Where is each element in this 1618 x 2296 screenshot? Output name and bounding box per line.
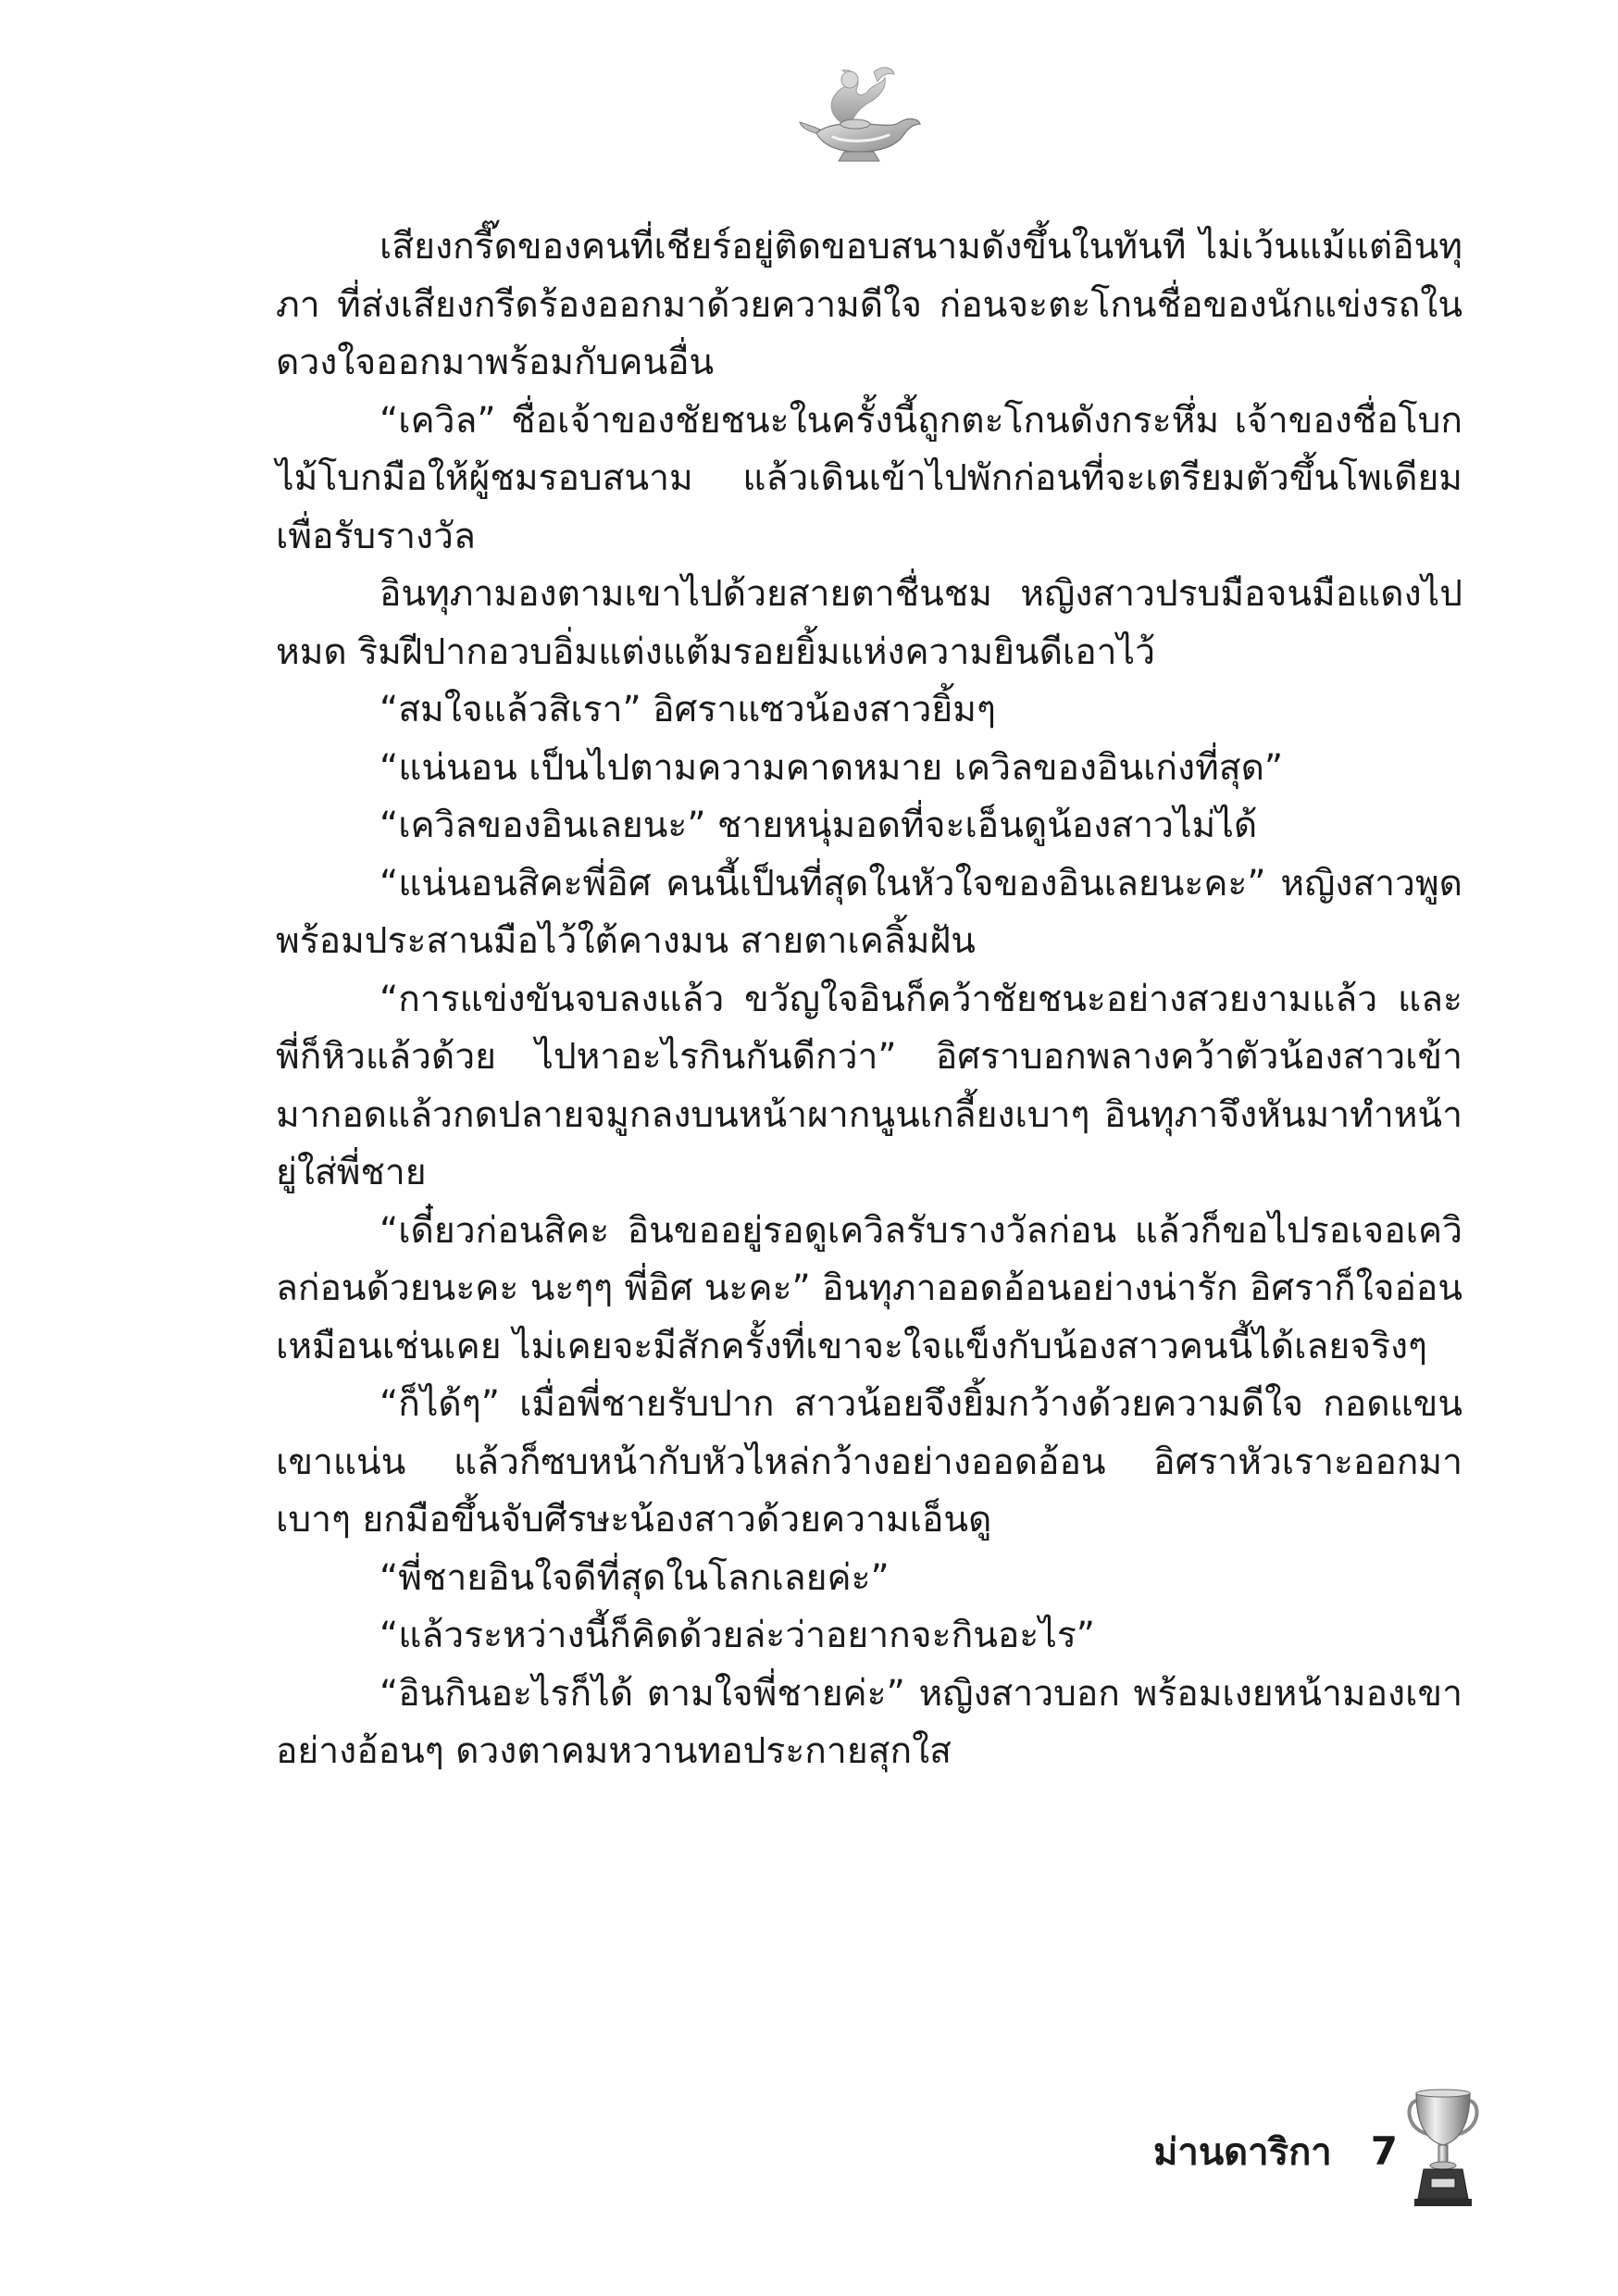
paragraph: “เควิล” ชื่อเจ้าของชัยชนะในครั้งนี้ถูกตะโกนดังกระหึ่ม เจ้าของชื่อโบกไม้โบกมือให้ผู้ชมรอบสนาม แล้วเดินเข้าไปพักก่อนที่จะเตรียมตัวขึ้นโพเดียมเพื่อรับรางวัล [276, 399, 1462, 557]
genie-lamp-icon [796, 57, 926, 168]
paragraph: “เควิลของอินเลยนะ” ชายหนุ่มอดที่จะเอ็นดูน้องสาวไม่ได้ [380, 805, 1258, 846]
paragraph: เสียงกรี๊ดของคนที่เชียร์อยู่ติดขอบสนามดังขึ้นในทันที ไม่เว้นแม้แต่อินทุภา ที่ส่งเสียงกรีดร้องออกมาด้วยความดีใจ ก่อนจะตะโกนชื่อของนักแข่งรถในดวงใจออกมาพร้อมกับคนอื่น [276, 226, 1462, 383]
paragraph: “แน่นอน เป็นไปตามความคาดหมาย เควิลของอินเก่งที่สุด” [380, 746, 1284, 789]
paragraph: “สมใจแล้วสิเรา” อิศราแซวน้องสาวยิ้มๆ [380, 689, 996, 730]
paragraph: “เดี๋ยวก่อนสิคะ อินขออยู่รอดูเควิลรับรางวัลก่อน แล้วก็ขอไปรอเจอเควิลก่อนด้วยนะคะ นะๆๆ พี่อิศ นะคะ” อินทุภาออดอ้อนอย่างน่ารัก อิศราก็ใจอ่อนเหมือนเช่นเคย ไม่เคยจะมีสักครั้งที่เขาจะใจแข็งกับน้องสาวคนนี้ได้เลยจริงๆ [276, 1209, 1462, 1367]
page-number: 7 [1370, 2128, 1398, 2174]
paragraph: อินทุภามองตามเขาไปด้วยสายตาชื่นชม หญิงสาวปรบมือจนมือแดงไปหมด ริมฝีปากอวบอิ่มแต่งแต้มรอยยิ้มแห่งความยินดีเอาไว้ [276, 573, 1462, 673]
paragraph: “พี่ชายอินใจดีที่สุดในโลกเลยค่ะ” [380, 1556, 890, 1599]
paragraph: “แล้วระหว่างนี้ก็คิดด้วยล่ะว่าอยากจะกินอะไร” [380, 1615, 1095, 1656]
story-text [276, 218, 1462, 1781]
book-title: ม่านดาริกา [1152, 2131, 1332, 2174]
paragraph: “แน่นอนสิคะพี่อิศ คนนี้เป็นที่สุดในหัวใจของอินเลยนะคะ” หญิงสาวพูดพร้อมประสานมือไว้ใต้คางมน สายตาเคลิ้มฝัน [276, 862, 1462, 962]
paragraph: “การแข่งขันจบลงแล้ว ขวัญใจอินก็คว้าชัยชนะอย่างสวยงามแล้ว และพี่ก็หิวแล้วด้วย ไปหาอะไรกินกันดีกว่า” อิศราบอกพลางคว้าตัวน้องสาวเข้ามากอดแล้วกดปลายจมูกลงบนหน้าผากนูนเกลี้ยงเบาๆ อินทุภาจึงหันมาทำหน้ายู่ใส่พี่ชาย [276, 978, 1462, 1193]
trophy-icon [1407, 2088, 1479, 2208]
paragraph: “ก็ได้ๆ” เมื่อพี่ชายรับปาก สาวน้อยจึงยิ้มกว้างด้วยความดีใจ กอดแขนเขาแน่น แล้วก็ซบหน้ากับหัวไหล่กว้างอย่างออดอ้อน อิศราหัวเราะออกมาเบาๆ ยกมือขึ้นจับศีรษะน้องสาวด้วยความเอ็นดู [276, 1383, 1462, 1541]
page-footer [1153, 2088, 1479, 2208]
paragraph: “อินกินอะไรก็ได้ ตามใจพี่ชายค่ะ” หญิงสาวบอก พร้อมเงยหน้ามองเขาอย่างอ้อนๆ ดวงตาคมหวานทอประกายสุกใส [276, 1672, 1462, 1772]
